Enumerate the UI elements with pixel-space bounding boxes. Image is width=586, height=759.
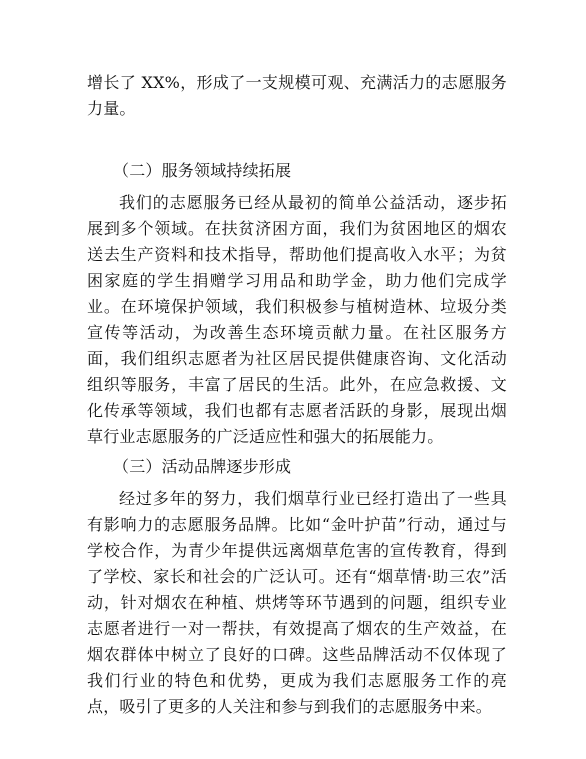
section-3-heading: （三）活动品牌逐步形成: [113, 457, 292, 476]
document-body: [87, 70, 507, 720]
intro-paragraph: 增长了 XX%，形成了一支规模可观、充满活力的志愿服务力量。: [87, 73, 507, 118]
section-3-paragraph: 经过多年的努力，我们烟草行业已经打造出了一些具有影响力的志愿服务品牌。比如“金叶护苗”行动，通过与学校合作，为青少年提供远离烟草危害的宣传教育，得到了学校、家长和社会的广泛认可。还有“烟草情·助三农”活动，针对烟农在种植、烘烤等环节遇到的问题，组织专业志愿者进行一对一帮扶，有效提高了烟农的生产效益，在烟农群体中树立了良好的口碑。这些品牌活动不仅体现了我们行业的特色和优势，更成为我们志愿服务工作的亮点，吸引了更多的人关注和参与到我们的志愿服务中来。: [87, 489, 507, 716]
section-2-heading: （二）服务领域持续拓展: [113, 161, 292, 180]
section-2-paragraph: 我们的志愿服务已经从最初的简单公益活动，逐步拓展到多个领域。在扶贫济困方面，我们为贫困地区的烟农送去生产资料和技术指导，帮助他们提高收入水平；为贫困家庭的学生捐赠学习用品和助学金，助力他们完成学业。在环境保护领域，我们积极参与植树造林、垃圾分类宣传等活动，为改善生态环境贡献力量。在社区服务方面，我们组织志愿者为社区居民提供健康咨询、文化活动组织等服务，丰富了居民的生活。此外，在应急救援、文化传承等领域，我们也都有志愿者活跃的身影，展现出烟草行业志愿服务的广泛适应性和强大的拓展能力。: [87, 193, 507, 446]
